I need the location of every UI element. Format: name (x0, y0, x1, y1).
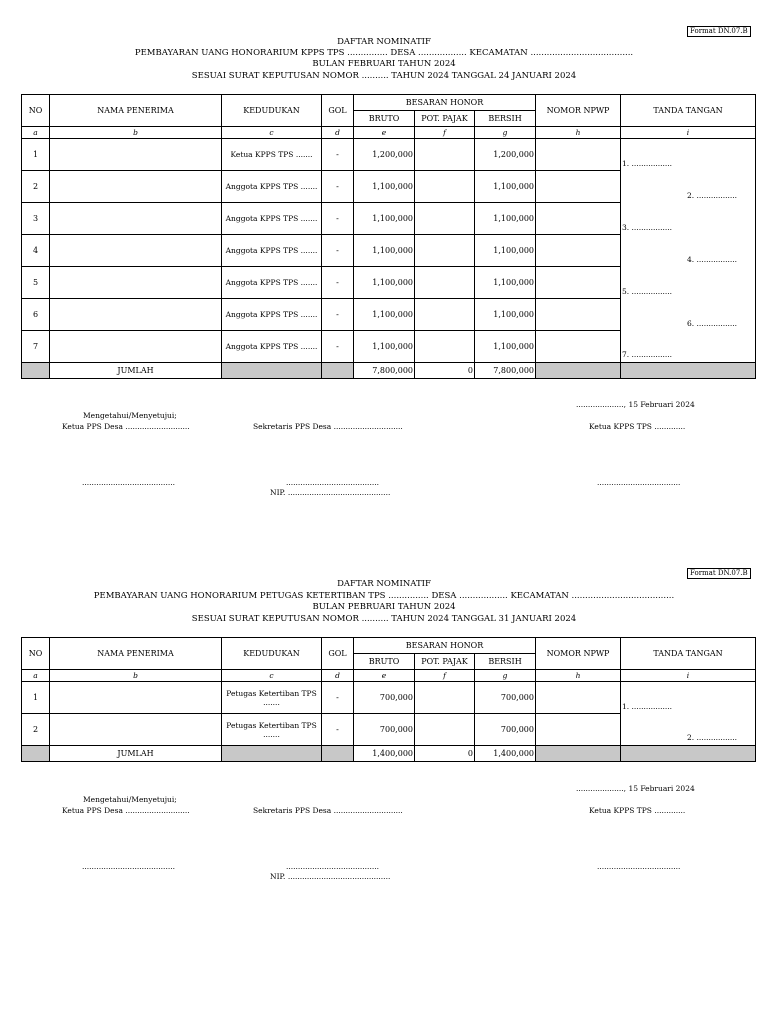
cell-bruto: 1,100,000 (354, 203, 415, 235)
cell-pajak (415, 171, 475, 203)
cell-npwp (536, 203, 621, 235)
total-bruto: 7,800,000 (354, 363, 415, 379)
cell-kedudukan: Anggota KPPS TPS ....... (222, 203, 322, 235)
col-letter: g (475, 670, 536, 682)
signature-line: ....................................... (82, 478, 175, 487)
col-header-no: NO (22, 95, 50, 127)
col-header-besaran: BESARAN HONOR (354, 638, 536, 654)
cell-empty (621, 363, 756, 379)
col-letter: h (536, 127, 621, 139)
cell-bersih: 1,100,000 (475, 203, 536, 235)
cell-kedudukan: Anggota KPPS TPS ....... (222, 299, 322, 331)
cell-bruto: 1,100,000 (354, 267, 415, 299)
col-header-pajak: POT. PAJAK (415, 111, 475, 127)
cell-no: 5 (22, 267, 50, 299)
col-letter: g (475, 127, 536, 139)
col-header-kedudukan: KEDUDUKAN (222, 95, 322, 127)
cell-npwp (536, 682, 621, 714)
cell-pajak (415, 267, 475, 299)
signature-line: 3. ................. (622, 223, 673, 232)
cell-npwp (536, 714, 621, 746)
document-title: DAFTAR NOMINATIF (337, 579, 431, 589)
col-letter: d (322, 670, 354, 682)
cell-gol: - (322, 171, 354, 203)
col-header-npwp: NOMOR NPWP (536, 638, 621, 670)
cell-gol: - (322, 267, 354, 299)
cell-bruto: 1,200,000 (354, 139, 415, 171)
signature-line: 4. ................. (687, 255, 738, 264)
cell-gol: - (322, 299, 354, 331)
approval-label: Mengetahui/Menyetujui; (83, 411, 177, 420)
cell-pajak (415, 714, 475, 746)
col-letter: c (222, 127, 322, 139)
signature-line: 5. ................. (622, 287, 673, 296)
table-row (22, 682, 756, 714)
cell-bruto: 1,100,000 (354, 299, 415, 331)
col-header-bersih: BERSIH (475, 654, 536, 670)
cell-kedudukan: Petugas Ketertiban TPS ....... (222, 682, 322, 714)
cell-no: 1 (22, 682, 50, 714)
table-row (22, 139, 756, 171)
cell-no: 4 (22, 235, 50, 267)
cell-bersih: 1,200,000 (475, 139, 536, 171)
col-letter: i (621, 670, 756, 682)
signing-date: ...................., 15 Februari 2024 (576, 400, 695, 409)
cell-gol: - (322, 714, 354, 746)
cell-kedudukan: Anggota KPPS TPS ....... (222, 331, 322, 363)
cell-bruto: 700,000 (354, 714, 415, 746)
ketua-pps-label: Ketua PPS Desa ........................... (62, 806, 190, 815)
nominative-table (21, 94, 756, 379)
cell-nama (50, 714, 222, 746)
cell-kedudukan: Anggota KPPS TPS ....... (222, 235, 322, 267)
cell-gol: - (322, 682, 354, 714)
cell-pajak (415, 682, 475, 714)
cell-pajak (415, 299, 475, 331)
cell-bersih: 1,100,000 (475, 299, 536, 331)
nip-label: NIP. ........................................... (270, 488, 391, 497)
sekretaris-label: Sekretaris PPS Desa ............................. (253, 806, 403, 815)
col-header-gol: GOL (322, 638, 354, 670)
signature-line: ....................................... (286, 478, 379, 487)
cell-no: 7 (22, 331, 50, 363)
total-label: JUMLAH (50, 746, 222, 762)
cell-no: 6 (22, 299, 50, 331)
col-header-tanda: TANDA TANGAN (621, 638, 756, 670)
cell-bersih: 700,000 (475, 682, 536, 714)
cell-npwp (536, 235, 621, 267)
approval-label: Mengetahui/Menyetujui; (83, 795, 177, 804)
cell-gol: - (322, 203, 354, 235)
cell-no: 2 (22, 171, 50, 203)
nominative-table (21, 637, 756, 762)
document-month: BULAN PEBRUARI TAHUN 2024 (312, 602, 456, 612)
cell-npwp (536, 299, 621, 331)
document-subtitle: PEMBAYARAN UANG HONORARIUM KPPS TPS ............... DESA .................. KECAMATAN ...................................... (134, 48, 634, 58)
col-header-bruto: BRUTO (354, 654, 415, 670)
cell-bersih: 700,000 (475, 714, 536, 746)
cell-empty (322, 746, 354, 762)
total-pajak: 0 (415, 363, 475, 379)
col-letter: h (536, 670, 621, 682)
col-letter: e (354, 127, 415, 139)
cell-kedudukan: Ketua KPPS TPS ....... (222, 139, 322, 171)
col-header-tanda: TANDA TANGAN (621, 95, 756, 127)
col-letter: f (415, 670, 475, 682)
col-header-nama: NAMA PENERIMA (50, 95, 222, 127)
cell-empty (222, 746, 322, 762)
document-subtitle: PEMBAYARAN UANG HONORARIUM PETUGAS KETERTIBAN TPS ............... DESA .................. KECAMATAN ...................................... (93, 591, 675, 601)
cell-kedudukan: Anggota KPPS TPS ....... (222, 171, 322, 203)
document-title: DAFTAR NOMINATIF (337, 37, 431, 47)
ketua-pps-label: Ketua PPS Desa ........................... (62, 422, 190, 431)
cell-nama (50, 203, 222, 235)
cell-gol: - (322, 139, 354, 171)
col-header-kedudukan: KEDUDUKAN (222, 638, 322, 670)
col-letter: b (50, 127, 222, 139)
cell-nama (50, 139, 222, 171)
signature-line: 1. ................. (622, 702, 673, 711)
cell-no: 3 (22, 203, 50, 235)
cell-npwp (536, 171, 621, 203)
cell-bersih: 1,100,000 (475, 171, 536, 203)
document-month: BULAN FEBRUARI TAHUN 2024 (312, 59, 456, 69)
cell-bruto: 1,100,000 (354, 171, 415, 203)
cell-no: 2 (22, 714, 50, 746)
total-bersih: 7,800,000 (475, 363, 536, 379)
cell-nama (50, 682, 222, 714)
col-letter: a (22, 670, 50, 682)
document-decree: SESUAI SURAT KEPUTUSAN NOMOR .......... TAHUN 2024 TANGGAL 24 JANUARI 2024 (191, 71, 577, 81)
cell-nama (50, 235, 222, 267)
cell-empty (621, 746, 756, 762)
col-letter: b (50, 670, 222, 682)
col-header-nama: NAMA PENERIMA (50, 638, 222, 670)
total-bersih: 1,400,000 (475, 746, 536, 762)
format-label: Format DN.07.B (687, 26, 751, 37)
signing-date: ...................., 15 Februari 2024 (576, 784, 695, 793)
total-row (22, 363, 756, 379)
col-letter: i (621, 127, 756, 139)
cell-pajak (415, 235, 475, 267)
col-header-no: NO (22, 638, 50, 670)
col-header-bersih: BERSIH (475, 111, 536, 127)
ketua-kpps-label: Ketua KPPS TPS ............. (589, 806, 686, 815)
cell-empty (22, 363, 50, 379)
cell-nama (50, 299, 222, 331)
cell-nama (50, 171, 222, 203)
signature-line: ................................... (597, 478, 681, 487)
cell-empty (536, 363, 621, 379)
signature-line: 1. ................. (622, 159, 673, 168)
col-letter: a (22, 127, 50, 139)
cell-empty (536, 746, 621, 762)
document-decree: SESUAI SURAT KEPUTUSAN NOMOR .......... TAHUN 2024 TANGGAL 31 JANUARI 2024 (191, 614, 577, 624)
col-letter: d (322, 127, 354, 139)
signature-line: 2. ................. (687, 733, 738, 742)
cell-pajak (415, 203, 475, 235)
signature-line: 7. ................. (622, 350, 673, 359)
cell-bersih: 1,100,000 (475, 235, 536, 267)
col-header-gol: GOL (322, 95, 354, 127)
cell-pajak (415, 331, 475, 363)
cell-gol: - (322, 331, 354, 363)
cell-gol: - (322, 235, 354, 267)
cell-bersih: 1,100,000 (475, 267, 536, 299)
signature-line: 2. ................. (687, 191, 738, 200)
cell-bruto: 1,100,000 (354, 331, 415, 363)
signature-line: ....................................... (82, 862, 175, 871)
cell-nama (50, 267, 222, 299)
col-header-npwp: NOMOR NPWP (536, 95, 621, 127)
col-letter: c (222, 670, 322, 682)
signature-line: ................................... (597, 862, 681, 871)
total-label: JUMLAH (50, 363, 222, 379)
format-label: Format DN.07.B (687, 568, 751, 579)
col-header-besaran: BESARAN HONOR (354, 95, 536, 111)
total-pajak: 0 (415, 746, 475, 762)
signature-line: ....................................... (286, 862, 379, 871)
col-header-pajak: POT. PAJAK (415, 654, 475, 670)
cell-kedudukan: Anggota KPPS TPS ....... (222, 267, 322, 299)
cell-pajak (415, 139, 475, 171)
cell-npwp (536, 331, 621, 363)
col-letter: e (354, 670, 415, 682)
cell-npwp (536, 139, 621, 171)
col-header-bruto: BRUTO (354, 111, 415, 127)
ketua-kpps-label: Ketua KPPS TPS ............. (589, 422, 686, 431)
cell-npwp (536, 267, 621, 299)
sekretaris-label: Sekretaris PPS Desa ............................. (253, 422, 403, 431)
total-row (22, 746, 756, 762)
signature-column (621, 139, 756, 363)
cell-kedudukan: Petugas Ketertiban TPS ....... (222, 714, 322, 746)
cell-empty (22, 746, 50, 762)
signature-column (621, 682, 756, 746)
cell-bersih: 1,100,000 (475, 331, 536, 363)
cell-bruto: 700,000 (354, 682, 415, 714)
col-letter: f (415, 127, 475, 139)
cell-empty (322, 363, 354, 379)
cell-nama (50, 331, 222, 363)
cell-no: 1 (22, 139, 50, 171)
nip-label: NIP. ........................................... (270, 872, 391, 881)
cell-bruto: 1,100,000 (354, 235, 415, 267)
total-bruto: 1,400,000 (354, 746, 415, 762)
signature-line: 6. ................. (687, 319, 738, 328)
cell-empty (222, 363, 322, 379)
